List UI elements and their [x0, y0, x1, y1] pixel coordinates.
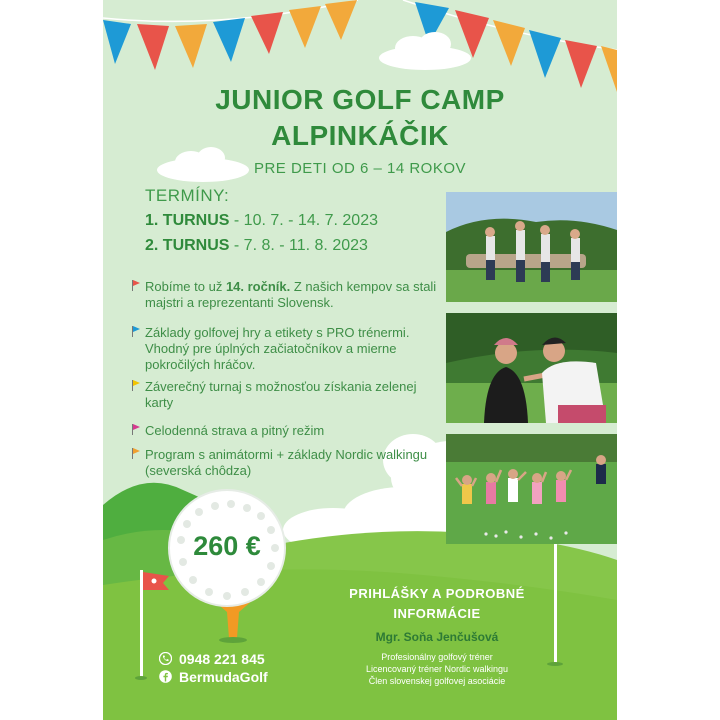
contact-name: Mgr. Soňa Jenčušová — [375, 630, 499, 644]
photo-kids-cheering — [446, 434, 617, 544]
contact-credential: Profesionálny golfový tréner — [381, 652, 493, 662]
photo-kids-putting — [446, 192, 617, 302]
flag-bullet-icon — [132, 326, 141, 337]
social-contact[interactable] — [159, 669, 299, 685]
phone-number[interactable]: 0948 221 845 — [179, 651, 265, 667]
flag-bullet-icon — [132, 424, 141, 435]
session-2-dates: - 7. 8. - 11. 8. 2023 — [229, 237, 368, 254]
contact-heading: PRIHLÁŠKY A PODROBNÉ INFORMÁCIE — [349, 586, 525, 621]
terms-heading: TERMÍNY: — [145, 186, 230, 205]
facebook-handle[interactable]: BermudaGolf — [179, 669, 268, 685]
flag-bullet-icon — [132, 280, 141, 291]
session-1 — [145, 212, 378, 230]
feature-text: Základy golfovej hry a etikety s PRO trénermi. Vhodný pre úplných začiatočníkov a mierne pokročilých hráčov. — [145, 325, 410, 372]
feature-text: Program s animátormi + základy Nordic walkingu (severská chôdza) — [145, 447, 428, 478]
feature-text: Celodenná strava a pitný režim — [145, 423, 325, 438]
session-2-label: 2. TURNUS — [145, 237, 230, 254]
session-2 — [145, 237, 368, 255]
feature-text: Záverečný turnaj s možnosťou získania zelenej karty — [145, 379, 417, 410]
flag-bullet-fill — [133, 280, 140, 286]
flag-bullet-icon — [132, 448, 141, 459]
flag-bullet-icon — [132, 380, 141, 391]
feature-text: Robíme to už 14. ročník. Z našich kempov sa stali majstri a reprezentanti Slovensk. — [145, 279, 437, 310]
contact-credential: Licencovaný tréner Nordic walkingu — [365, 664, 509, 674]
session-1-label: 1. TURNUS — [145, 212, 230, 229]
photo-coach-lesson — [446, 313, 617, 423]
price-label: 260 € — [193, 531, 261, 561]
title-line-1: JUNIOR GOLF CAMP — [215, 84, 505, 115]
poster — [103, 0, 617, 720]
session-1-dates: - 10. 7. - 14. 7. 2023 — [229, 212, 378, 229]
age-subtitle: PRE DETI OD 6 – 14 ROKOV — [253, 160, 467, 177]
phone-contact[interactable] — [159, 651, 299, 667]
title-line-2: ALPINKÁČIK — [271, 120, 449, 151]
contact-credential: Člen slovenskej golfovej asociácie — [368, 676, 506, 686]
